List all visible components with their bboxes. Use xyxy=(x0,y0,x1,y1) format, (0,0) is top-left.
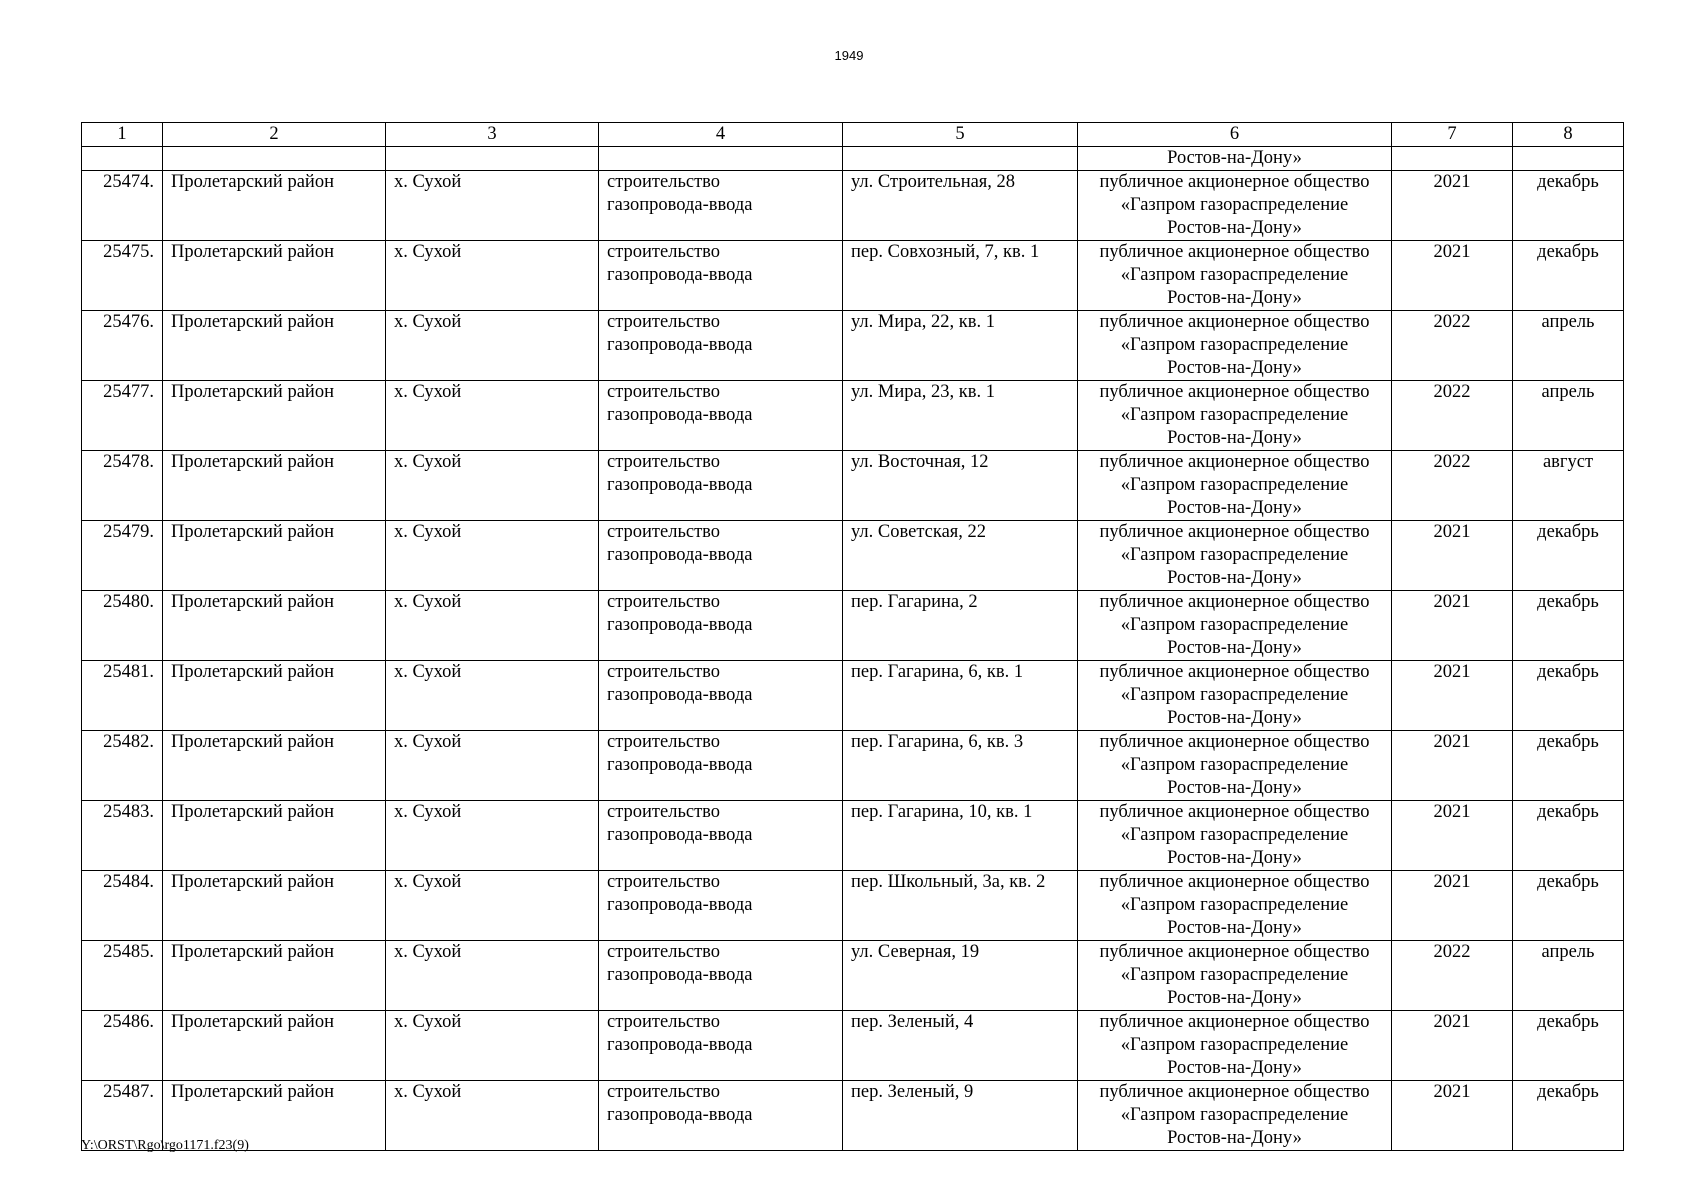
address-cell: пер. Школьный, 3а, кв. 2 xyxy=(843,871,1078,941)
settlement-cell: х. Сухой xyxy=(386,171,599,241)
month-cell: декабрь xyxy=(1513,661,1624,731)
address-cell: пер. Гагарина, 10, кв. 1 xyxy=(843,801,1078,871)
month-cell: апрель xyxy=(1513,311,1624,381)
settlement-cell: х. Сухой xyxy=(386,1011,599,1081)
header-col-5: 5 xyxy=(843,123,1078,147)
settlement-cell: х. Сухой xyxy=(386,381,599,451)
work-type-line: строительство xyxy=(607,172,721,192)
table-row xyxy=(82,521,1624,591)
header-col-2: 2 xyxy=(163,123,386,147)
settlement-cell: х. Сухой xyxy=(386,591,599,661)
organization-line: Ростов-на-Дону» xyxy=(1167,358,1302,378)
district-cell: Пролетарский район xyxy=(163,311,386,381)
work-type-line: газопровода-ввода xyxy=(607,825,753,845)
work-type-line: строительство xyxy=(607,312,721,332)
year-cell: 2021 xyxy=(1392,591,1513,661)
organization-line: публичное акционерное общество xyxy=(1099,662,1370,682)
address-cell: ул. Восточная, 12 xyxy=(843,451,1078,521)
organization-line: Ростов-на-Дону» xyxy=(1167,708,1302,728)
month-cell: август xyxy=(1513,451,1624,521)
month-cell: декабрь xyxy=(1513,1081,1624,1151)
district-cell: Пролетарский район xyxy=(163,451,386,521)
settlement-cell: х. Сухой xyxy=(386,941,599,1011)
organization-line: «Газпром газораспределение xyxy=(1120,405,1349,425)
organization-line: публичное акционерное общество xyxy=(1099,522,1370,542)
address-cell: пер. Гагарина, 2 xyxy=(843,591,1078,661)
continuation-cell-1 xyxy=(82,147,163,171)
year-cell: 2022 xyxy=(1392,451,1513,521)
organization-line: публичное акционерное общество xyxy=(1099,802,1370,822)
year-cell: 2021 xyxy=(1392,731,1513,801)
address-cell: пер. Зеленый, 4 xyxy=(843,1011,1078,1081)
work-type-line: газопровода-ввода xyxy=(607,335,753,355)
row-number: 25485. xyxy=(82,941,163,1011)
table-row xyxy=(82,171,1624,241)
organization-line: «Газпром газораспределение xyxy=(1120,685,1349,705)
table-row xyxy=(82,311,1624,381)
header-col-6: 6 xyxy=(1078,123,1392,147)
year-cell: 2022 xyxy=(1392,311,1513,381)
district-cell: Пролетарский район xyxy=(163,171,386,241)
organization-cell xyxy=(1078,241,1392,311)
table-header xyxy=(82,123,1624,147)
header-col-3: 3 xyxy=(386,123,599,147)
organization-line: Ростов-на-Дону» xyxy=(1167,568,1302,588)
header-row xyxy=(82,123,1624,147)
work-type-line: строительство xyxy=(607,732,721,752)
work-type-line: строительство xyxy=(607,242,721,262)
address-cell: пер. Совхозный, 7, кв. 1 xyxy=(843,241,1078,311)
work-type-cell xyxy=(599,241,843,311)
month-cell: декабрь xyxy=(1513,241,1624,311)
continuation-row xyxy=(82,147,1624,171)
organization-cell xyxy=(1078,381,1392,451)
district-cell: Пролетарский район xyxy=(163,1081,386,1151)
row-number: 25483. xyxy=(82,801,163,871)
organization-cell xyxy=(1078,941,1392,1011)
address-cell: пер. Гагарина, 6, кв. 1 xyxy=(843,661,1078,731)
header-col-7: 7 xyxy=(1392,123,1513,147)
table-row xyxy=(82,1011,1624,1081)
settlement-cell: х. Сухой xyxy=(386,731,599,801)
organization-line: Ростов-на-Дону» xyxy=(1167,848,1302,868)
organization-line: «Газпром газораспределение xyxy=(1120,545,1349,565)
table-row xyxy=(82,451,1624,521)
work-type-line: строительство xyxy=(607,662,721,682)
district-cell: Пролетарский район xyxy=(163,661,386,731)
organization-line: Ростов-на-Дону» xyxy=(1167,428,1302,448)
organization-line: публичное акционерное общество xyxy=(1099,872,1370,892)
row-number: 25475. xyxy=(82,241,163,311)
organization-line: публичное акционерное общество xyxy=(1099,382,1370,402)
month-cell: декабрь xyxy=(1513,591,1624,661)
work-type-cell xyxy=(599,871,843,941)
organization-line: Ростов-на-Дону» xyxy=(1167,1128,1302,1148)
work-type-line: газопровода-ввода xyxy=(607,545,753,565)
month-cell: декабрь xyxy=(1513,801,1624,871)
organization-line: Ростов-на-Дону» xyxy=(1167,498,1302,518)
work-type-line: строительство xyxy=(607,1012,721,1032)
table-row xyxy=(82,801,1624,871)
organization-line: «Газпром газораспределение xyxy=(1120,825,1349,845)
work-type-line: строительство xyxy=(607,522,721,542)
organization-line: публичное акционерное общество xyxy=(1099,592,1370,612)
work-type-cell xyxy=(599,1011,843,1081)
organization-cell xyxy=(1078,1081,1392,1151)
row-number: 25486. xyxy=(82,1011,163,1081)
work-type-line: газопровода-ввода xyxy=(607,405,753,425)
continuation-org: Ростов-на-Дону» xyxy=(1078,147,1392,171)
work-type-line: газопровода-ввода xyxy=(607,475,753,495)
address-cell: ул. Строительная, 28 xyxy=(843,171,1078,241)
work-type-line: строительство xyxy=(607,802,721,822)
work-type-line: строительство xyxy=(607,452,721,472)
organization-line: Ростов-на-Дону» xyxy=(1167,988,1302,1008)
year-cell: 2021 xyxy=(1392,1011,1513,1081)
year-cell: 2021 xyxy=(1392,661,1513,731)
row-number: 25476. xyxy=(82,311,163,381)
organization-cell xyxy=(1078,451,1392,521)
settlement-cell: х. Сухой xyxy=(386,241,599,311)
work-type-cell xyxy=(599,1081,843,1151)
table-row xyxy=(82,731,1624,801)
work-type-cell xyxy=(599,801,843,871)
continuation-cell-3 xyxy=(386,147,599,171)
work-type-line: строительство xyxy=(607,382,721,402)
district-cell: Пролетарский район xyxy=(163,591,386,661)
work-type-line: газопровода-ввода xyxy=(607,685,753,705)
organization-line: публичное акционерное общество xyxy=(1099,452,1370,472)
continuation-cell-7 xyxy=(1392,147,1513,171)
header-col-8: 8 xyxy=(1513,123,1624,147)
settlement-cell: х. Сухой xyxy=(386,661,599,731)
year-cell: 2021 xyxy=(1392,1081,1513,1151)
table-row xyxy=(82,241,1624,311)
address-cell: пер. Зеленый, 9 xyxy=(843,1081,1078,1151)
work-type-cell xyxy=(599,591,843,661)
district-cell: Пролетарский район xyxy=(163,241,386,311)
settlement-cell: х. Сухой xyxy=(386,801,599,871)
row-number: 25481. xyxy=(82,661,163,731)
month-cell: декабрь xyxy=(1513,171,1624,241)
row-number: 25479. xyxy=(82,521,163,591)
address-cell: ул. Советская, 22 xyxy=(843,521,1078,591)
row-number: 25480. xyxy=(82,591,163,661)
work-type-line: газопровода-ввода xyxy=(607,1035,753,1055)
continuation-cell-4 xyxy=(599,147,843,171)
table-row xyxy=(82,1081,1624,1151)
month-cell: декабрь xyxy=(1513,1011,1624,1081)
work-type-cell xyxy=(599,731,843,801)
continuation-cell-2 xyxy=(163,147,386,171)
row-number: 25477. xyxy=(82,381,163,451)
organization-line: Ростов-на-Дону» xyxy=(1167,288,1302,308)
continuation-cell-5 xyxy=(843,147,1078,171)
footer-file-path: Y:\ORST\Rgo\rgo1171.f23(9) xyxy=(81,1138,249,1153)
organization-cell xyxy=(1078,171,1392,241)
work-type-line: газопровода-ввода xyxy=(607,965,753,985)
organization-line: «Газпром газораспределение xyxy=(1120,615,1349,635)
organization-line: Ростов-на-Дону» xyxy=(1167,778,1302,798)
month-cell: декабрь xyxy=(1513,871,1624,941)
organization-cell xyxy=(1078,871,1392,941)
year-cell: 2022 xyxy=(1392,941,1513,1011)
month-cell: декабрь xyxy=(1513,731,1624,801)
district-cell: Пролетарский район xyxy=(163,941,386,1011)
organization-line: публичное акционерное общество xyxy=(1099,732,1370,752)
month-cell: декабрь xyxy=(1513,521,1624,591)
address-cell: пер. Гагарина, 6, кв. 3 xyxy=(843,731,1078,801)
year-cell: 2021 xyxy=(1392,241,1513,311)
organization-cell xyxy=(1078,801,1392,871)
organization-cell xyxy=(1078,311,1392,381)
organization-cell xyxy=(1078,591,1392,661)
work-type-line: строительство xyxy=(607,872,721,892)
month-cell: апрель xyxy=(1513,941,1624,1011)
year-cell: 2021 xyxy=(1392,801,1513,871)
work-type-line: газопровода-ввода xyxy=(607,265,753,285)
organization-line: публичное акционерное общество xyxy=(1099,172,1370,192)
work-type-cell xyxy=(599,171,843,241)
page-number: 1949 xyxy=(834,48,864,63)
work-type-line: газопровода-ввода xyxy=(607,895,753,915)
organization-line: публичное акционерное общество xyxy=(1099,312,1370,332)
organization-cell xyxy=(1078,1011,1392,1081)
organization-line: «Газпром газораспределение xyxy=(1120,1105,1349,1125)
work-type-line: газопровода-ввода xyxy=(607,195,753,215)
address-cell: ул. Мира, 23, кв. 1 xyxy=(843,381,1078,451)
organization-line: публичное акционерное общество xyxy=(1099,942,1370,962)
district-cell: Пролетарский район xyxy=(163,731,386,801)
organization-cell xyxy=(1078,731,1392,801)
organization-line: Ростов-на-Дону» xyxy=(1167,1058,1302,1078)
district-cell: Пролетарский район xyxy=(163,1011,386,1081)
row-number: 25474. xyxy=(82,171,163,241)
settlement-cell: х. Сухой xyxy=(386,311,599,381)
work-type-cell xyxy=(599,451,843,521)
header-col-4: 4 xyxy=(599,123,843,147)
organization-line: Ростов-на-Дону» xyxy=(1167,918,1302,938)
work-type-cell xyxy=(599,381,843,451)
organization-line: Ростов-на-Дону» xyxy=(1167,218,1302,238)
organization-line: «Газпром газораспределение xyxy=(1120,335,1349,355)
organization-line: Ростов-на-Дону» xyxy=(1167,638,1302,658)
district-cell: Пролетарский район xyxy=(163,871,386,941)
work-type-cell xyxy=(599,521,843,591)
table-row xyxy=(82,661,1624,731)
organization-line: «Газпром газораспределение xyxy=(1120,895,1349,915)
organization-line: публичное акционерное общество xyxy=(1099,1082,1370,1102)
work-type-cell xyxy=(599,661,843,731)
row-number: 25484. xyxy=(82,871,163,941)
table-row xyxy=(82,381,1624,451)
year-cell: 2021 xyxy=(1392,521,1513,591)
work-type-line: строительство xyxy=(607,942,721,962)
settlement-cell: х. Сухой xyxy=(386,521,599,591)
district-cell: Пролетарский район xyxy=(163,521,386,591)
table-body xyxy=(82,147,1624,1151)
work-type-line: газопровода-ввода xyxy=(607,1105,753,1125)
work-type-line: строительство xyxy=(607,1082,721,1102)
year-cell: 2022 xyxy=(1392,381,1513,451)
year-cell: 2021 xyxy=(1392,171,1513,241)
address-cell: ул. Северная, 19 xyxy=(843,941,1078,1011)
organization-line: публичное акционерное общество xyxy=(1099,1012,1370,1032)
settlement-cell: х. Сухой xyxy=(386,871,599,941)
work-type-cell xyxy=(599,311,843,381)
data-table xyxy=(81,122,1624,1151)
work-type-line: газопровода-ввода xyxy=(607,755,753,775)
row-number: 25482. xyxy=(82,731,163,801)
organization-line: публичное акционерное общество xyxy=(1099,242,1370,262)
month-cell: апрель xyxy=(1513,381,1624,451)
settlement-cell: х. Сухой xyxy=(386,451,599,521)
address-cell: ул. Мира, 22, кв. 1 xyxy=(843,311,1078,381)
settlement-cell: х. Сухой xyxy=(386,1081,599,1151)
row-number: 25478. xyxy=(82,451,163,521)
organization-line: «Газпром газораспределение xyxy=(1120,1035,1349,1055)
organization-cell xyxy=(1078,661,1392,731)
table-row xyxy=(82,871,1624,941)
district-cell: Пролетарский район xyxy=(163,381,386,451)
organization-line: «Газпром газораспределение xyxy=(1120,195,1349,215)
work-type-cell xyxy=(599,941,843,1011)
table-row xyxy=(82,591,1624,661)
work-type-line: строительство xyxy=(607,592,721,612)
organization-line: «Газпром газораспределение xyxy=(1120,755,1349,775)
organization-line: «Газпром газораспределение xyxy=(1120,265,1349,285)
organization-cell xyxy=(1078,521,1392,591)
table-row xyxy=(82,941,1624,1011)
work-type-line: газопровода-ввода xyxy=(607,615,753,635)
organization-line: «Газпром газораспределение xyxy=(1120,475,1349,495)
district-cell: Пролетарский район xyxy=(163,801,386,871)
year-cell: 2021 xyxy=(1392,871,1513,941)
header-col-1: 1 xyxy=(82,123,163,147)
organization-line: «Газпром газораспределение xyxy=(1120,965,1349,985)
row-number: 25487. xyxy=(82,1081,163,1151)
continuation-cell-8 xyxy=(1513,147,1624,171)
